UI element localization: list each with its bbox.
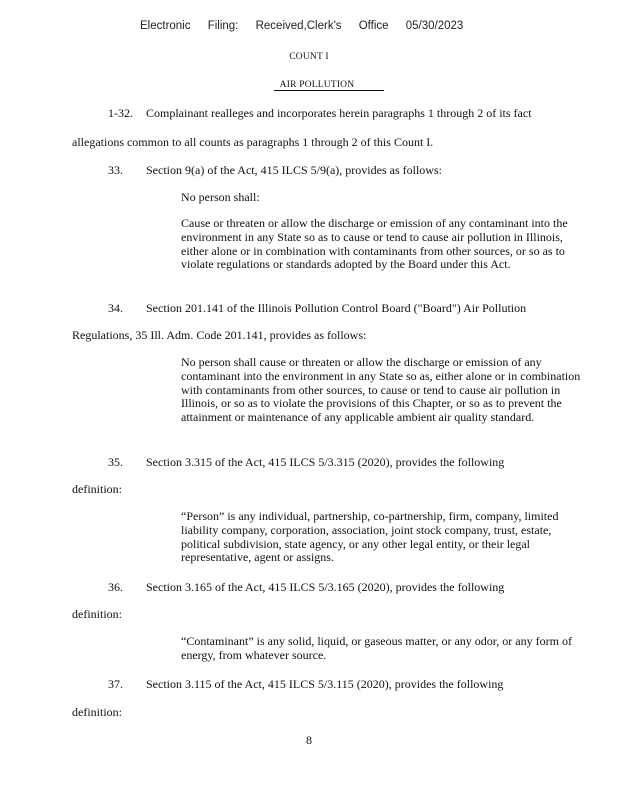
filing-header (140, 20, 477, 32)
block-quote: “Person” is any individual, partnership, co-partnership, firm, company, limited liability company, corporation, association, joint stock company, trust, estate, political subdivision, state agency, or any other legal entity, or their legal representative, agent or assigns. (181, 509, 559, 565)
header-part: Filing: (207, 20, 239, 32)
block-quote: No person shall cause or threaten or allow the discharge or emission of any contaminant into the environment in any State so as, either alone or in combination with contaminants from other sources, to cause or tend to cause air pollution in Illinois, or so as to violate the provisions of this Chapter, or so as to prevent the attainment or maintenance of any applicable ambient air quality standard. (181, 355, 581, 425)
paragraph-number: 1-32. (108, 106, 133, 120)
header-part: Electronic (140, 20, 191, 32)
count-subject-text: AIR POLLUTION (274, 80, 385, 91)
paragraph-text: definition: (72, 482, 122, 496)
paragraph-number: 35. (108, 455, 123, 469)
block-quote: Cause or threaten or allow the discharge or emission of any contaminant into the environment in any State so as to cause or tend to cause air pollution in Illinois, either alone or in combination with contaminants from other sources, or so as to violate regulations or standards adopted by the Board under this Act. (181, 216, 568, 272)
count-title: COUNT I (289, 52, 329, 62)
paragraph-text: definition: (72, 607, 122, 621)
paragraph-text: definition: (72, 705, 122, 719)
paragraph-number: 34. (108, 301, 123, 315)
paragraph-number: 33. (108, 163, 123, 177)
paragraph-text: allegations common to all counts as paragraphs 1 through 2 of this Count I. (72, 135, 434, 149)
header-part: Office (358, 20, 389, 32)
paragraph-text: Section 3.315 of the Act, 415 ILCS 5/3.315 (2020), provides the following (146, 455, 505, 469)
count-subject (0, 80, 618, 91)
paragraph-text: Section 3.115 of the Act, 415 ILCS 5/3.115 (2020), provides the following (146, 677, 504, 691)
header-part: Received,Clerk's (255, 20, 342, 32)
paragraph-text: Regulations, 35 Ill. Adm. Code 201.141, provides as follows: (72, 328, 367, 342)
block-quote: “Contaminant” is any solid, liquid, or gaseous matter, or any odor, or any form of energy, from whatever source. (181, 634, 572, 662)
header-date: 05/30/2023 (405, 20, 464, 32)
paragraph-text: Section 9(a) of the Act, 415 ILCS 5/9(a), provides as follows: (146, 163, 442, 177)
paragraph-text: Complainant realleges and incorporates herein paragraphs 1 through 2 of its fact (146, 106, 532, 120)
paragraph-text: Section 201.141 of the Illinois Pollution Control Board ("Board") Air Pollution (146, 301, 527, 315)
page-number: 8 (306, 733, 312, 747)
paragraph-text: Section 3.165 of the Act, 415 ILCS 5/3.165 (2020), provides the following (146, 580, 505, 594)
paragraph-number: 36. (108, 580, 123, 594)
paragraph-number: 37. (108, 677, 123, 691)
quote-intro: No person shall: (181, 190, 260, 204)
